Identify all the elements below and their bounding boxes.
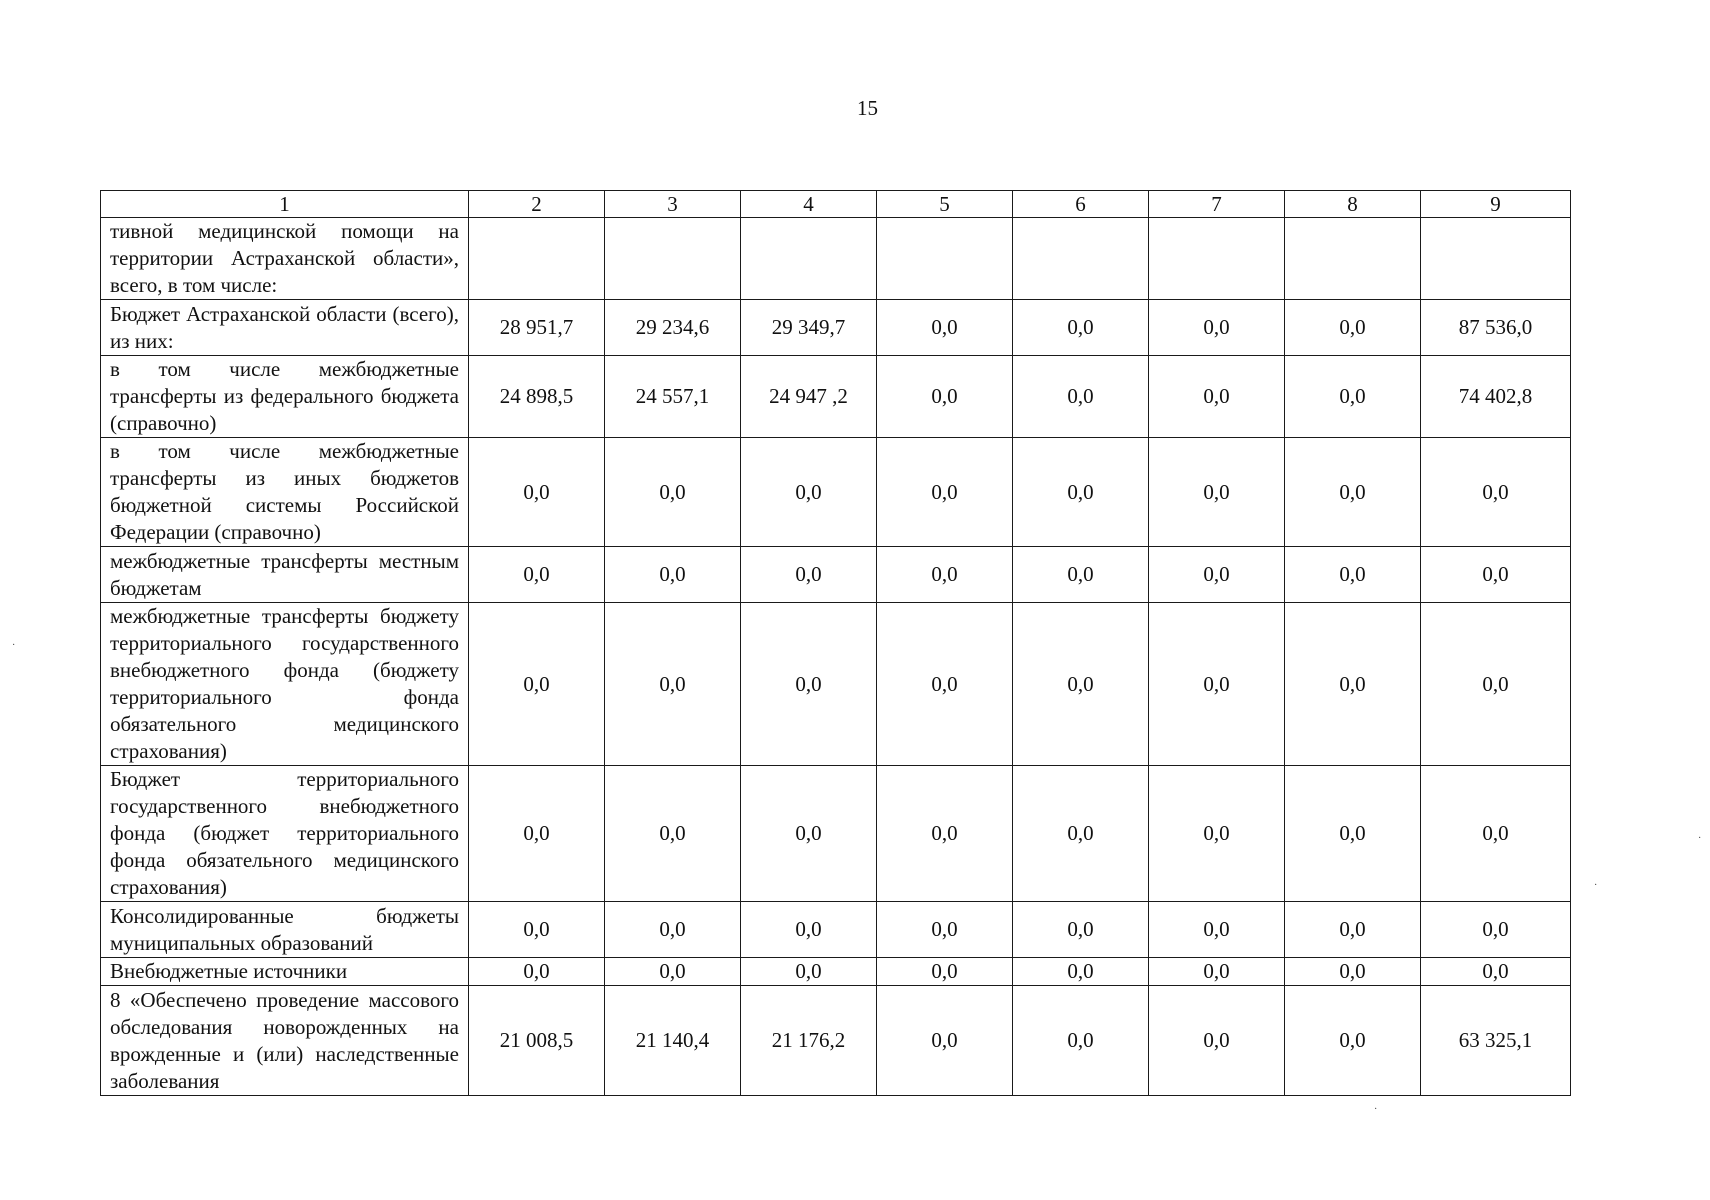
column-header: 9: [1421, 191, 1571, 218]
value-cell: 0,0: [1149, 356, 1285, 438]
table-row: [101, 902, 1571, 958]
value-cell: 0,0: [1149, 766, 1285, 902]
row-label: Внебюджетные источники: [101, 958, 469, 986]
value-cell: 0,0: [1285, 902, 1421, 958]
value-cell: 0,0: [1285, 766, 1421, 902]
value-cell: 0,0: [1285, 300, 1421, 356]
value-cell: 0,0: [1285, 603, 1421, 766]
value-cell: 0,0: [741, 958, 877, 986]
value-cell: 0,0: [1149, 300, 1285, 356]
value-cell: 0,0: [1421, 547, 1571, 603]
value-cell: 0,0: [1421, 766, 1571, 902]
value-cell: 0,0: [605, 547, 741, 603]
column-header: 8: [1285, 191, 1421, 218]
scan-speck: ·: [12, 640, 16, 651]
value-cell: 63 325,1: [1421, 986, 1571, 1096]
value-cell: 0,0: [741, 438, 877, 547]
value-cell: 0,0: [605, 766, 741, 902]
value-cell: [877, 218, 1013, 300]
value-cell: 0,0: [741, 766, 877, 902]
value-cell: 24 898,5: [469, 356, 605, 438]
value-cell: 0,0: [877, 603, 1013, 766]
value-cell: 0,0: [1149, 547, 1285, 603]
value-cell: 0,0: [741, 902, 877, 958]
column-header: 1: [101, 191, 469, 218]
column-header: 7: [1149, 191, 1285, 218]
value-cell: 0,0: [1285, 547, 1421, 603]
value-cell: [469, 218, 605, 300]
value-cell: 0,0: [877, 438, 1013, 547]
value-cell: 21 008,5: [469, 986, 605, 1096]
value-cell: 0,0: [469, 958, 605, 986]
value-cell: 0,0: [741, 603, 877, 766]
value-cell: 0,0: [1013, 438, 1149, 547]
value-cell: 0,0: [877, 766, 1013, 902]
row-label: тивной медицинской помощи на территории Астраханской области», всего, в том числе:: [101, 218, 469, 300]
table-row: [101, 300, 1571, 356]
table-row: [101, 438, 1571, 547]
page-number: 15: [857, 96, 878, 120]
value-cell: 87 536,0: [1421, 300, 1571, 356]
value-cell: 0,0: [1013, 300, 1149, 356]
column-header: 2: [469, 191, 605, 218]
value-cell: 0,0: [469, 547, 605, 603]
value-cell: [741, 218, 877, 300]
scan-speck: ·: [1698, 833, 1702, 844]
value-cell: 0,0: [1013, 902, 1149, 958]
row-label: межбюджетные трансферты местным бюджетам: [101, 547, 469, 603]
value-cell: 21 140,4: [605, 986, 741, 1096]
value-cell: 0,0: [1149, 986, 1285, 1096]
table-row: [101, 603, 1571, 766]
value-cell: 21 176,2: [741, 986, 877, 1096]
column-header: 4: [741, 191, 877, 218]
value-cell: 0,0: [469, 902, 605, 958]
value-cell: 0,0: [1013, 547, 1149, 603]
value-cell: 0,0: [1149, 902, 1285, 958]
table-row: [101, 218, 1571, 300]
value-cell: 0,0: [877, 356, 1013, 438]
value-cell: [1285, 218, 1421, 300]
header-row: [101, 191, 1571, 218]
value-cell: 0,0: [1013, 603, 1149, 766]
column-header: 6: [1013, 191, 1149, 218]
value-cell: 0,0: [1285, 356, 1421, 438]
value-cell: 0,0: [877, 958, 1013, 986]
budget-table: [100, 190, 1571, 1096]
row-label: межбюджетные трансферты бюджету территориального государственного внебюджетного фонда (бюджету территориального фонда обязательного медицинского страхования): [101, 603, 469, 766]
value-cell: 0,0: [605, 958, 741, 986]
table-row: [101, 547, 1571, 603]
value-cell: 0,0: [1013, 958, 1149, 986]
row-label: в том числе межбюджетные трансферты из федерального бюджета (справочно): [101, 356, 469, 438]
value-cell: 28 951,7: [469, 300, 605, 356]
value-cell: [1421, 218, 1571, 300]
row-label: в том числе межбюджетные трансферты из иных бюджетов бюджетной системы Российской Федерации (справочно): [101, 438, 469, 547]
value-cell: 0,0: [877, 902, 1013, 958]
table-row: [101, 986, 1571, 1096]
row-label: Бюджет территориального государственного внебюджетного фонда (бюджет территориального фонда обязательного медицинского страхования): [101, 766, 469, 902]
value-cell: 0,0: [1149, 958, 1285, 986]
value-cell: 0,0: [1013, 766, 1149, 902]
value-cell: 0,0: [469, 603, 605, 766]
value-cell: 0,0: [1285, 958, 1421, 986]
scan-speck: ·: [1374, 1104, 1378, 1115]
value-cell: 0,0: [1285, 986, 1421, 1096]
value-cell: 0,0: [741, 547, 877, 603]
value-cell: 0,0: [1421, 438, 1571, 547]
value-cell: 0,0: [1013, 986, 1149, 1096]
table-row: [101, 958, 1571, 986]
value-cell: 0,0: [469, 766, 605, 902]
scan-speck: ·: [1594, 880, 1598, 891]
value-cell: 0,0: [1013, 356, 1149, 438]
value-cell: 0,0: [605, 603, 741, 766]
value-cell: 0,0: [1149, 438, 1285, 547]
row-label: Консолидированные бюджеты муниципальных образований: [101, 902, 469, 958]
value-cell: 0,0: [877, 547, 1013, 603]
value-cell: 24 947 ,2: [741, 356, 877, 438]
value-cell: 0,0: [605, 902, 741, 958]
value-cell: 0,0: [1149, 603, 1285, 766]
value-cell: [605, 218, 741, 300]
value-cell: [1013, 218, 1149, 300]
value-cell: 24 557,1: [605, 356, 741, 438]
table-row: [101, 766, 1571, 902]
column-header: 3: [605, 191, 741, 218]
value-cell: 0,0: [877, 986, 1013, 1096]
value-cell: 0,0: [877, 300, 1013, 356]
value-cell: 0,0: [1285, 438, 1421, 547]
value-cell: 0,0: [1421, 902, 1571, 958]
column-header: 5: [877, 191, 1013, 218]
table-row: [101, 356, 1571, 438]
value-cell: [1149, 218, 1285, 300]
value-cell: 0,0: [1421, 958, 1571, 986]
value-cell: 0,0: [469, 438, 605, 547]
row-label: 8 «Обеспечено проведение массового обследования новорожденных на врожденные и (или) наследственные заболевания: [101, 986, 469, 1096]
value-cell: 29 234,6: [605, 300, 741, 356]
value-cell: 74 402,8: [1421, 356, 1571, 438]
value-cell: 0,0: [605, 438, 741, 547]
value-cell: 0,0: [1421, 603, 1571, 766]
value-cell: 29 349,7: [741, 300, 877, 356]
row-label: Бюджет Астраханской области (всего), из них:: [101, 300, 469, 356]
